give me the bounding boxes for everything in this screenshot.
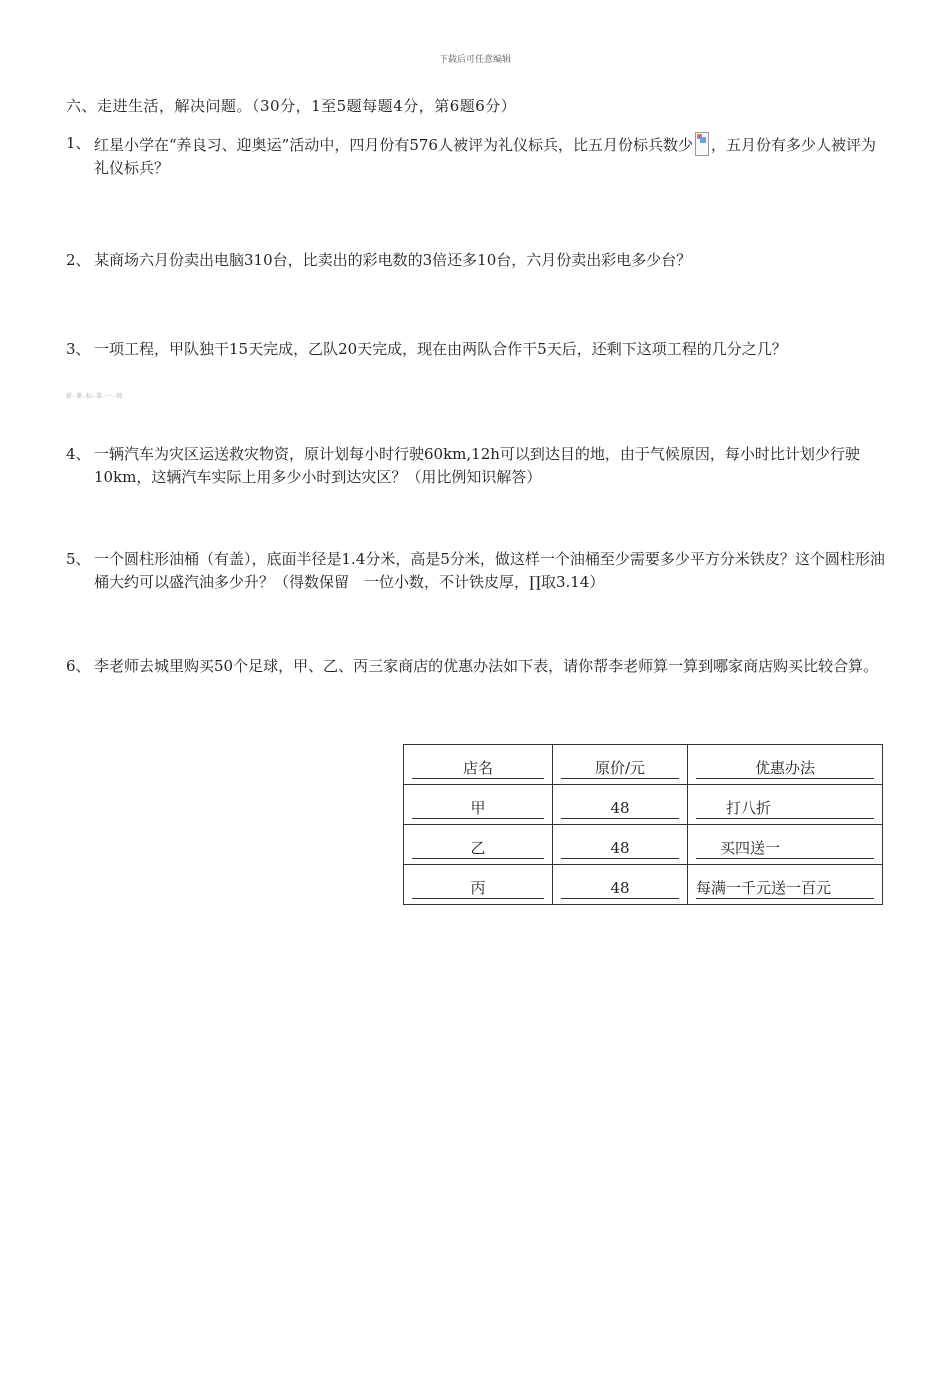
table-cell — [553, 825, 688, 865]
page-header: 下载后可任意编辑 — [438, 55, 511, 65]
table-cell — [688, 865, 883, 905]
question-number: 3、 — [66, 340, 91, 358]
table-header-cell — [404, 745, 553, 785]
price: 48 — [561, 870, 679, 899]
shop-name: 乙 — [412, 830, 544, 859]
price: 48 — [561, 830, 679, 859]
table-cell — [404, 825, 553, 865]
question-3 — [66, 338, 886, 361]
question-4 — [66, 443, 886, 489]
question-text: 某商场六月份卖出电脑310台，比卖出的彩电数的3倍还多10台，六月份卖出彩电多少台？ — [94, 251, 692, 269]
table-row — [404, 785, 883, 825]
discount: 每满一千元送一百元 — [696, 870, 874, 899]
discount: 打八折 — [696, 790, 874, 819]
price: 48 — [561, 790, 679, 819]
table-row — [404, 865, 883, 905]
question-number: 6、 — [66, 657, 91, 675]
question-text-part-b: ，五月份有多少人被评为礼仪标兵？ — [94, 136, 876, 177]
table-cell — [404, 865, 553, 905]
watermark: 新-课-标-第-一-网 — [66, 393, 124, 400]
table-cell — [688, 785, 883, 825]
question-text-part-a: 红星小学在“养良习、迎奥运”活动中，四月份有576人被评为礼仪标兵，比五月份标兵数少 — [94, 136, 693, 154]
table-cell — [688, 825, 883, 865]
table-row — [404, 825, 883, 865]
header-price: 原价/元 — [561, 750, 679, 779]
question-number: 4、 — [66, 445, 91, 463]
question-text: 一辆汽车为灾区运送救灾物资，原计划每小时行驶60km,12h可以到达目的地，由于气候原因，每小时比计划少行驶10km，这辆汽车实际上用多少小时到达灾区？（用比例知识解答） — [94, 445, 860, 486]
question-5 — [66, 548, 886, 594]
header-discount: 优惠办法 — [696, 750, 874, 779]
table-header-row — [404, 745, 883, 785]
question-2 — [66, 249, 886, 272]
broken-image-icon — [695, 132, 709, 156]
table-header-cell — [688, 745, 883, 785]
discount: 买四送一 — [696, 830, 874, 859]
question-1 — [66, 132, 886, 180]
question-text — [94, 132, 886, 180]
shop-name: 甲 — [412, 790, 544, 819]
question-number: 1、 — [66, 134, 91, 152]
section-title: 六、走进生活，解决问题。（30分，1至5题每题4分，第6题6分） — [66, 97, 517, 115]
question-number: 2、 — [66, 251, 91, 269]
question-text: 李老师去城里购买50个足球，甲、乙、丙三家商店的优惠办法如下表，请你帮李老师算一算到哪家商店购买比较合算。 — [94, 657, 879, 675]
question-6 — [66, 655, 886, 678]
shop-discount-table — [403, 744, 883, 905]
table-cell — [404, 785, 553, 825]
table-cell — [553, 785, 688, 825]
table-cell — [553, 865, 688, 905]
question-text: 一项工程，甲队独干15天完成，乙队20天完成，现在由两队合作干5天后，还剩下这项工程的几分之几？ — [94, 340, 787, 358]
header-shop-name: 店名 — [412, 750, 544, 779]
question-number: 5、 — [66, 550, 91, 568]
table-header-cell — [553, 745, 688, 785]
question-text: 一个圆柱形油桶（有盖），底面半径是1.4分米，高是5分米，做这样一个油桶至少需要多少平方分米铁皮？这个圆柱形油桶大约可以盛汽油多少升？（得数保留 一位小数，不计铁皮厚，∏取3.14） — [94, 550, 885, 591]
shop-name: 丙 — [412, 870, 544, 899]
